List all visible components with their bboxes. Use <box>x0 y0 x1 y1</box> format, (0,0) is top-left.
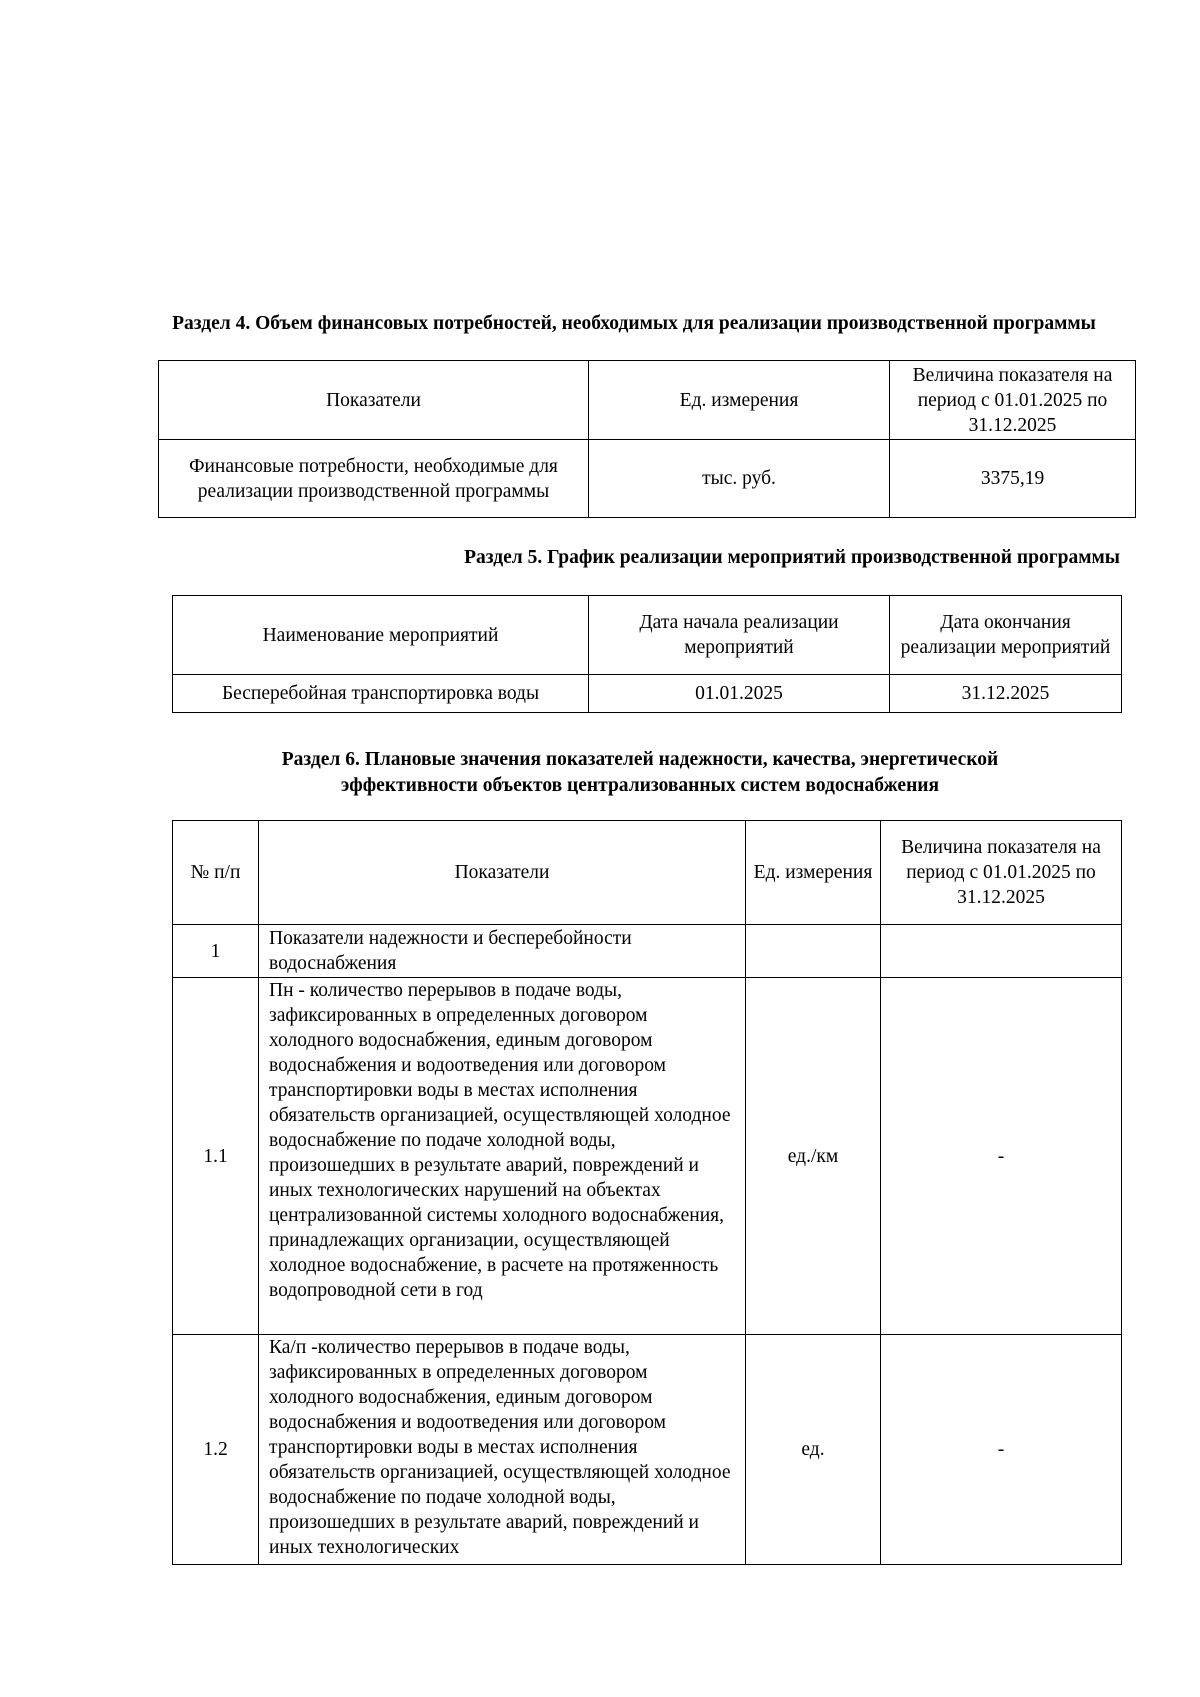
s4-header-indicators: Показатели <box>159 361 589 440</box>
s5-cell-end: 31.12.2025 <box>890 675 1122 713</box>
section6-table <box>172 820 1122 1565</box>
row-value: - <box>881 978 1122 1335</box>
row-indicator: Показатели надежности и бесперебойности водоснабжения <box>259 925 746 978</box>
table-row <box>173 978 1122 1335</box>
section4-title: Раздел 4. Объем финансовых потребностей, необходимых для реализации производственной программы <box>172 313 1096 334</box>
s4-cell-value: 3375,19 <box>890 440 1136 518</box>
row-number: 1.1 <box>173 978 259 1335</box>
row-unit <box>746 925 881 978</box>
row-indicator: Ка/п -количество перерывов в подаче воды, зафиксированных в определенных договором холодного водоснабжения, единым договором водоснабжения и водоотведения или договором транспортировки воды в местах исполнения обязательств организацией, осуществляющей холодное водоснабжение по подаче холодной воды, произошедших в результате аварий, повреждений и иных технологических <box>259 1335 746 1565</box>
row-unit: ед. <box>746 1335 881 1565</box>
s5-header-start: Дата начала реализации мероприятий <box>589 596 890 675</box>
s4-cell-indicator: Финансовые потребности, необходимые для реализации производственной программы <box>159 440 589 518</box>
section6-title: Раздел 6. Плановые значения показателей надежности, качества, энергетической эффективности объектов централизованных систем водоснабжения <box>281 749 999 796</box>
row-unit: ед./км <box>746 978 881 1335</box>
section4-table <box>158 360 1136 518</box>
s6-header-unit: Ед. измерения <box>746 821 881 925</box>
s6-header-indicators: Показатели <box>259 821 746 925</box>
table-row <box>173 1335 1122 1565</box>
s5-cell-name: Бесперебойная транспортировка воды <box>173 675 589 713</box>
s5-cell-start: 01.01.2025 <box>589 675 890 713</box>
table-row <box>173 925 1122 978</box>
s6-header-num: № п/п <box>173 821 259 925</box>
s4-cell-unit: тыс. руб. <box>589 440 890 518</box>
s4-header-unit: Ед. измерения <box>589 361 890 440</box>
s6-header-value: Величина показателя на период с 01.01.2025 по 31.12.2025 <box>881 821 1122 925</box>
row-number: 1.2 <box>173 1335 259 1565</box>
s4-header-value: Величина показателя на период с 01.01.2025 по 31.12.2025 <box>890 361 1136 440</box>
s5-header-end: Дата окончания реализации мероприятий <box>890 596 1122 675</box>
row-number: 1 <box>173 925 259 978</box>
row-indicator: Пн - количество перерывов в подаче воды, зафиксированных в определенных договором холодного водоснабжения, единым договором водоснабжения и водоотведения или договором транспортировки воды в местах исполнения обязательств организацией, осуществляющей холодное водоснабжение по подаче холодной воды, произошедших в результате аварий, повреждений и иных технологических нарушений на объектах централизованной системы холодного водоснабжения, принадлежащих организации, осуществляющей холодное водоснабжение, в расчете на протяженность водопроводной сети в год <box>259 978 746 1335</box>
s5-header-name: Наименование мероприятий <box>173 596 589 675</box>
row-value: - <box>881 1335 1122 1565</box>
section5-title: Раздел 5. График реализации мероприятий производственной программы <box>464 547 1120 568</box>
row-value <box>881 925 1122 978</box>
section5-table <box>172 595 1122 713</box>
